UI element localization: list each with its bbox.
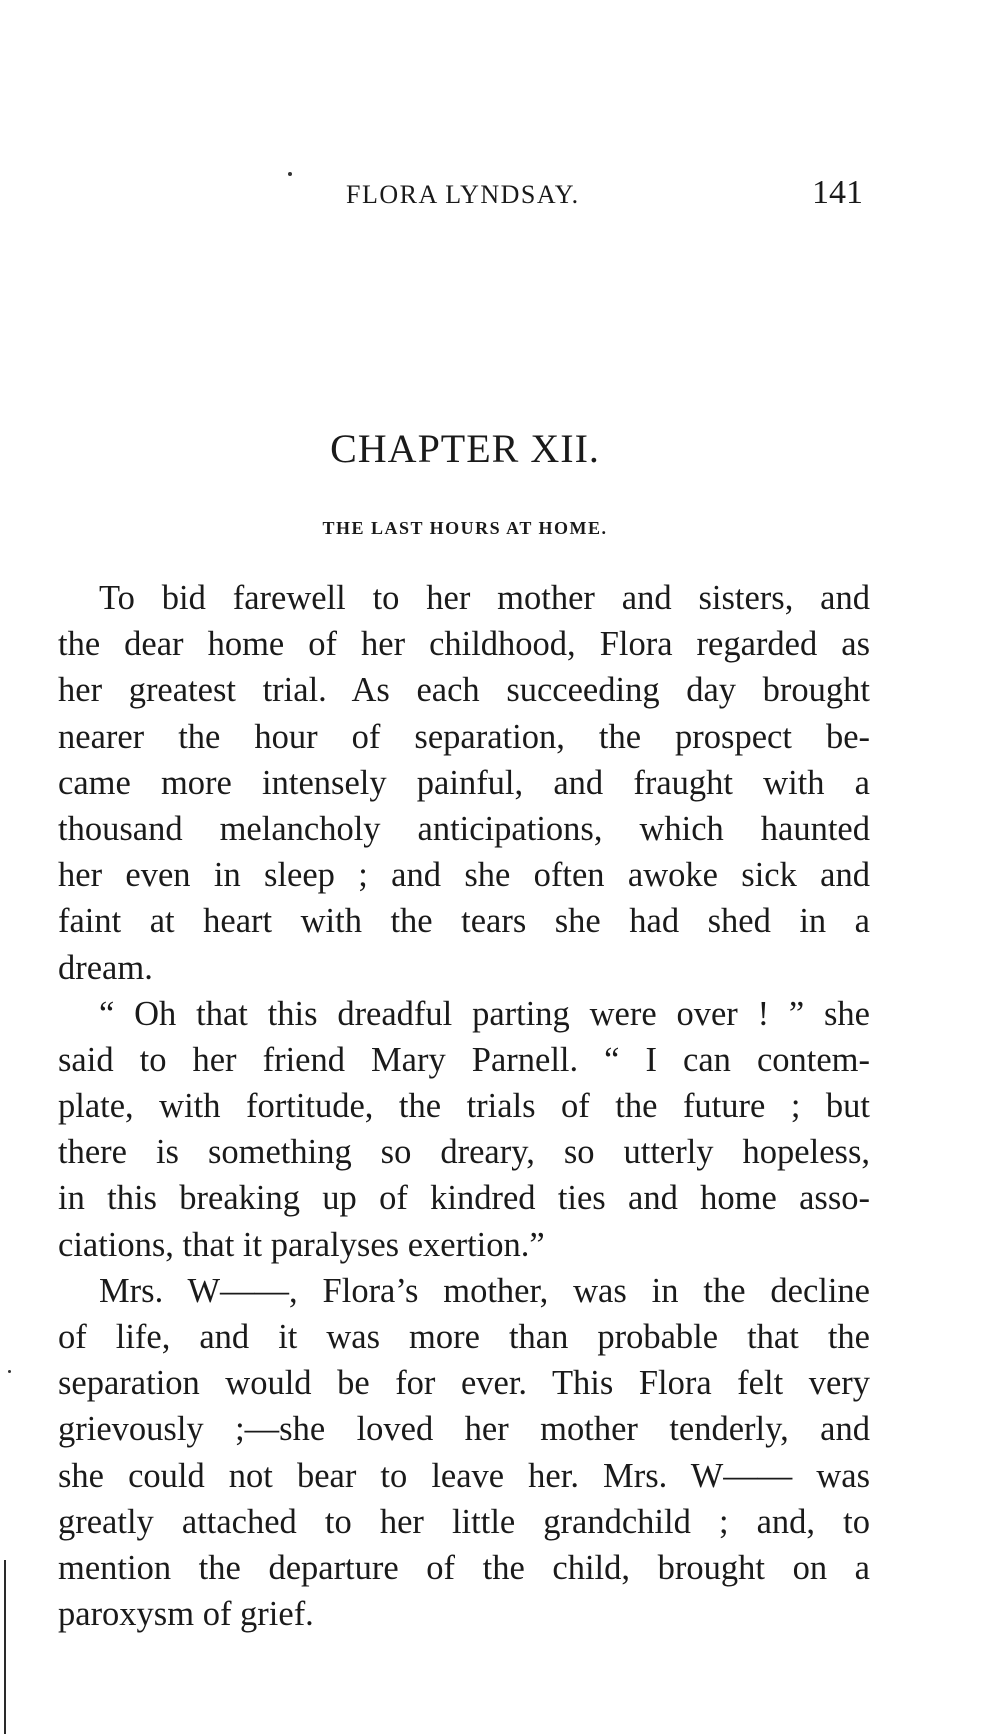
text-line: thousand melancholy anticipations, which haunted — [58, 809, 870, 848]
text-line: nearer the hour of separation, the prospect be- — [58, 717, 870, 756]
text-line: her even in sleep ; and she often awoke sick and — [58, 856, 870, 895]
text-line: came more intensely painful, and fraught with a — [58, 763, 870, 802]
text-line: “ Oh that this dreadful parting were over ! ” she — [99, 994, 870, 1033]
paragraph-2 — [58, 991, 870, 1268]
text-line: greatly attached to her little grandchild ; and, to — [58, 1502, 870, 1541]
running-title: FLORA LYNDSAY. — [346, 180, 580, 209]
text-line: she could not bear to leave her. Mrs. W—— was — [58, 1456, 870, 1495]
text-line: Mrs. W——, Flora’s mother, was in the decline — [99, 1271, 870, 1310]
text-line: mention the departure of the child, brought on a — [58, 1548, 870, 1587]
text-line: ciations, that it paralyses exertion.” — [58, 1225, 545, 1264]
body-text — [58, 575, 870, 1637]
text-line: there is something so dreary, so utterly hopeless, — [58, 1133, 870, 1172]
text-line: paroxysm of grief. — [58, 1595, 314, 1634]
text-line: said to her friend Mary Parnell. “ I can contem- — [58, 1040, 870, 1079]
ink-speck — [8, 1370, 11, 1373]
text-line: plate, with fortitude, the trials of the future ; but — [58, 1087, 870, 1126]
text-line: To bid farewell to her mother and sisters, and — [99, 579, 870, 617]
text-line: faint at heart with the tears she had shed in a — [58, 902, 870, 941]
paragraph-1 — [58, 575, 870, 991]
chapter-subtitle: THE LAST HOURS AT HOME. — [322, 518, 608, 538]
chapter-title: CHAPTER XII. — [330, 426, 600, 471]
text-line: separation would be for ever. This Flora felt very — [58, 1364, 870, 1403]
text-line: dream. — [58, 948, 153, 987]
text-line: of life, and it was more than probable that the — [58, 1318, 870, 1356]
paragraph-3 — [58, 1268, 870, 1638]
page-number: 141 — [812, 174, 863, 211]
page-edge-shadow — [4, 1560, 6, 1734]
text-line: her greatest trial. As each succeeding day brought — [58, 671, 870, 710]
text-line: the dear home of her childhood, Flora regarded as — [58, 625, 870, 664]
ink-speck — [288, 172, 292, 176]
text-line: in this breaking up of kindred ties and home asso- — [58, 1179, 870, 1218]
text-line: grievously ;—she loved her mother tenderly, and — [58, 1410, 870, 1449]
